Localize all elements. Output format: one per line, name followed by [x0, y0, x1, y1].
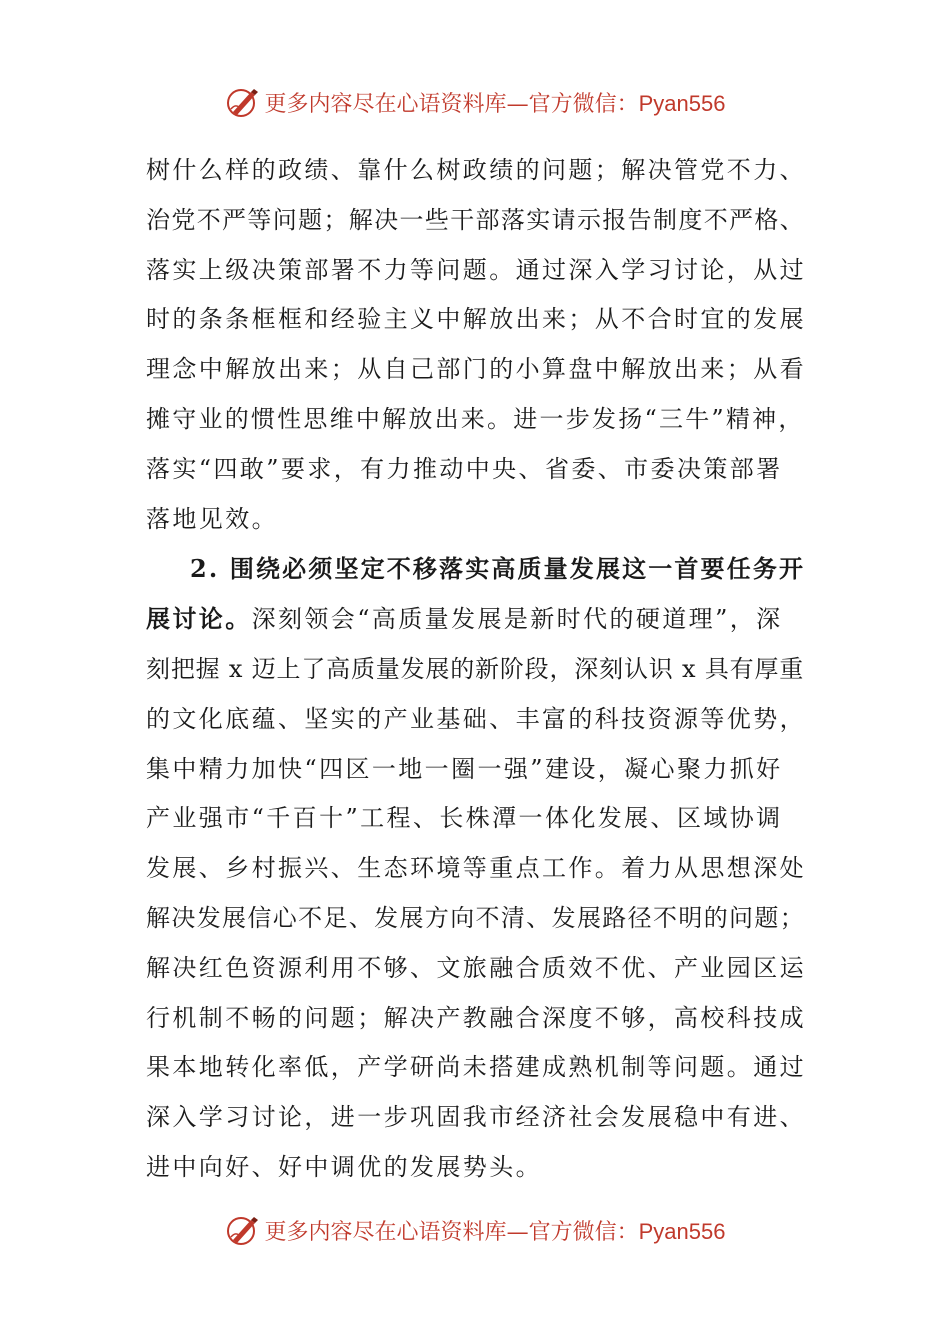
text-line: 刻把握 x 迈上了高质量发展的新阶段，深刻认识 x 具有厚重 [146, 654, 805, 683]
text-line: 集中精力加快“四区一地一圈一强”建设，凝心聚力抓好 [146, 754, 783, 783]
watermark-text: 更多内容尽在心语资料库—官方微信：Pyan556 [264, 90, 726, 117]
paragraph-1 [146, 146, 806, 544]
text-line: 解决红色资源利用不够、文旅融合质效不优、产业园区运 [146, 953, 806, 982]
pen-logo-icon [225, 84, 261, 120]
paragraph-2 [146, 544, 806, 1192]
text-line: 深入学习讨论，进一步巩固我市经济社会发展稳中有进、 [146, 1103, 806, 1132]
text-line: 落实上级决策部署不力等问题。通过深入学习讨论，从过 [146, 255, 806, 284]
section-heading-end: 展讨论。 [146, 604, 252, 634]
text-line: 治党不严等问题；解决一些干部落实请示报告制度不严格、 [146, 205, 806, 234]
text-line [146, 594, 806, 645]
text-line: 树什么样的政绩、靠什么树政绩的问题；解决管党不力、 [146, 156, 806, 184]
pen-logo-icon [225, 1212, 261, 1248]
text-line: 时的条条框框和经验主义中解放出来；从不合时宜的发展 [146, 305, 806, 334]
watermark-banner-bottom [0, 1210, 950, 1250]
watermark-text: 更多内容尽在心语资料库—官方微信：Pyan556 [264, 1218, 726, 1245]
text-line: 落地见效。 [146, 504, 278, 533]
document-body [146, 146, 806, 1193]
text-line: 的文化底蕴、坚实的产业基础、丰富的科技资源等优势， [146, 704, 806, 733]
text-line: 摊守业的惯性思维中解放出来。进一步发扬“三牛”精神， [146, 404, 805, 433]
text-line: 进中向好、好中调优的发展势头。 [146, 1152, 542, 1181]
text-line: 行机制不畅的问题；解决产教融合深度不够，高校科技成 [146, 1003, 806, 1032]
text-line: 产业强市“千百十”工程、长株潭一体化发展、区域协调 [146, 804, 783, 833]
text-line: 发展、乡村振兴、生态环境等重点工作。着力从思想深处 [146, 854, 806, 883]
text-line: 解决发展信心不足、发展方向不清、发展路径不明的问题； [146, 903, 806, 932]
text-line-rest: 深刻领会“高质量发展是新时代的硬道理”，深 [251, 605, 783, 634]
watermark-banner-top [0, 82, 950, 122]
text-line: 果本地转化率低，产学研尚未搭建成熟机制等问题。通过 [146, 1053, 806, 1082]
section-heading: 2. 围绕必须坚定不移落实高质量发展这一首要任务开 [190, 554, 806, 584]
text-line: 落实“四敢”要求，有力推动中央、省委、市委决策部署 [146, 454, 783, 483]
text-line: 理念中解放出来；从自己部门的小算盘中解放出来；从看 [146, 355, 806, 384]
